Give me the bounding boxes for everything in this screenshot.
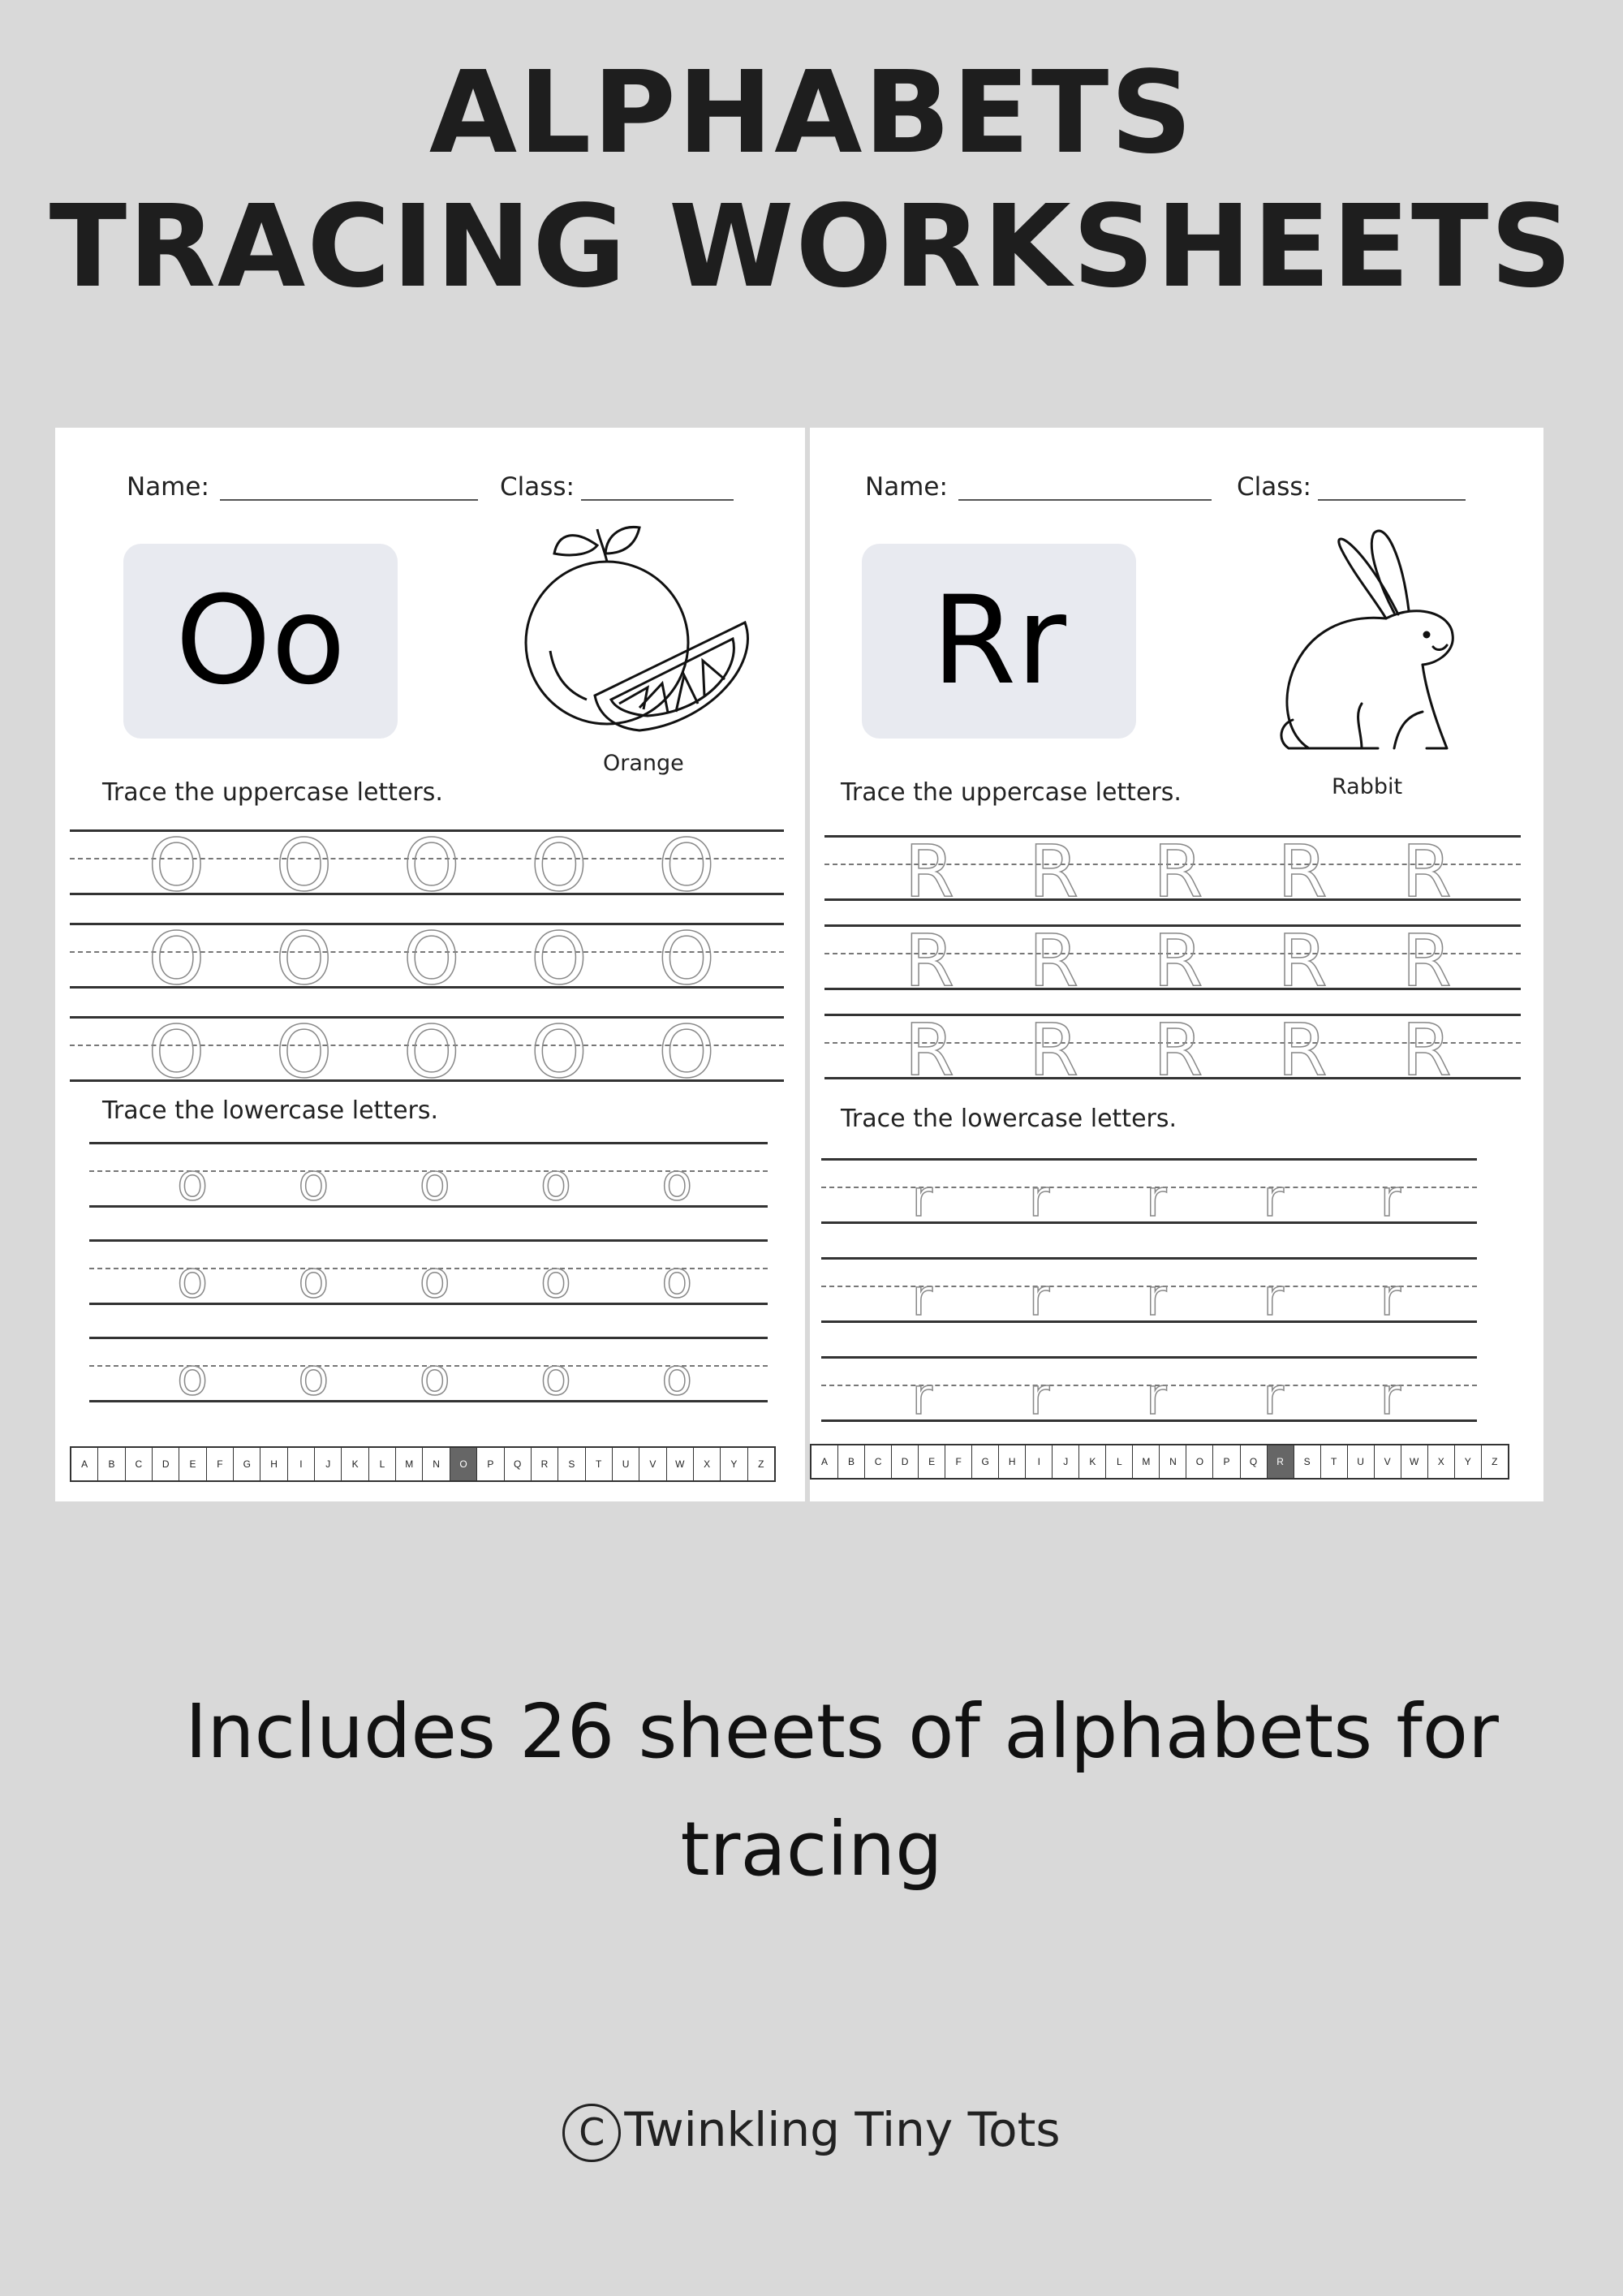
alphabet-cell: W — [1401, 1445, 1428, 1478]
tracing-row — [89, 1337, 768, 1406]
brand-name: Twinkling Tiny Tots — [624, 2102, 1061, 2157]
guide-line — [89, 1239, 768, 1242]
trace-letter: r — [1028, 1267, 1050, 1327]
tracing-row — [824, 918, 1521, 1002]
trace-letter: r — [1028, 1168, 1050, 1228]
trace-letter: O — [275, 916, 333, 1001]
alphabet-cell: Q — [1241, 1445, 1268, 1478]
trace-letter: o — [419, 1249, 450, 1309]
trace-letter: o — [177, 1249, 209, 1309]
alphabet-cell: E — [919, 1445, 945, 1478]
alphabet-cell: L — [1106, 1445, 1133, 1478]
alphabet-cell: P — [477, 1448, 504, 1480]
trace-letter: R — [1277, 829, 1328, 913]
alphabet-cell: B — [98, 1448, 125, 1480]
alphabet-cell: D — [153, 1448, 179, 1480]
trace-letter: R — [1277, 1007, 1328, 1092]
trace-letter: o — [661, 1249, 693, 1309]
big-letter: Rr — [932, 571, 1066, 712]
lowercase-instruction: Trace the lowercase letters. — [102, 1096, 439, 1125]
alphabet-cell: D — [892, 1445, 919, 1478]
guide-line — [821, 1356, 1477, 1359]
alphabet-cell: N — [423, 1448, 450, 1480]
tagline-line-2: tracing — [680, 1806, 943, 1893]
alphabet-cell: J — [315, 1448, 342, 1480]
trace-letter: r — [911, 1366, 933, 1426]
trace-letter: r — [1380, 1366, 1401, 1426]
alphabet-cell: X — [1428, 1445, 1455, 1478]
alphabet-cell: M — [396, 1448, 423, 1480]
trace-letter: R — [1401, 1007, 1452, 1092]
trace-letter: o — [298, 1249, 329, 1309]
class-line — [581, 499, 734, 501]
tracing-row — [824, 1007, 1521, 1092]
guide-line — [821, 1257, 1477, 1260]
trace-letter: r — [1146, 1267, 1167, 1327]
alphabet-strip — [70, 1446, 776, 1482]
trace-letter: r — [1146, 1168, 1167, 1228]
trace-letter: r — [1380, 1267, 1401, 1327]
trace-letter: R — [1028, 1007, 1079, 1092]
trace-letter: R — [1153, 829, 1203, 913]
trace-letter: R — [1153, 1007, 1203, 1092]
trace-letter: O — [148, 823, 205, 907]
alphabet-cell: C — [865, 1445, 892, 1478]
name-label: Name: — [127, 472, 209, 502]
alphabet-cell: S — [558, 1448, 585, 1480]
rabbit-icon — [1264, 517, 1475, 769]
alphabet-cell: B — [838, 1445, 865, 1478]
picture-caption: Rabbit — [1332, 774, 1403, 799]
alphabet-cell: U — [1348, 1445, 1375, 1478]
trace-letter: O — [531, 823, 588, 907]
alphabet-cell: H — [999, 1445, 1026, 1478]
trace-letter: o — [661, 1346, 693, 1406]
alphabet-cell: W — [667, 1448, 694, 1480]
alphabet-cell: Q — [505, 1448, 532, 1480]
alphabet-cell: Z — [758, 1458, 764, 1470]
alphabet-cell: T — [1321, 1445, 1348, 1478]
class-line — [1318, 499, 1466, 501]
trace-letter: r — [911, 1267, 933, 1327]
title-line-2: TRACING WORKSHEETS — [49, 181, 1574, 313]
tracing-row — [821, 1257, 1477, 1327]
letter-card — [862, 544, 1136, 739]
trace-letter: o — [540, 1346, 571, 1406]
trace-letter: R — [1401, 918, 1452, 1002]
trace-letter: R — [1028, 829, 1079, 913]
alphabet-cell: K — [342, 1448, 368, 1480]
trace-letter: r — [1263, 1366, 1284, 1426]
alphabet-cell: F — [207, 1448, 234, 1480]
trace-letter: R — [1028, 918, 1079, 1002]
name-label: Name: — [865, 472, 948, 502]
alphabet-cell: E — [179, 1448, 206, 1480]
alphabet-cell: I — [1026, 1445, 1053, 1478]
trace-letter: o — [419, 1152, 450, 1212]
trace-letter: O — [403, 916, 460, 1001]
trace-letter: o — [540, 1152, 571, 1212]
alphabet-cell: L — [369, 1448, 396, 1480]
trace-letter: R — [904, 829, 954, 913]
trace-letter: O — [275, 1010, 333, 1094]
alphabet-cell: M — [1133, 1445, 1160, 1478]
trace-letter: O — [531, 916, 588, 1001]
alphabet-cell: C — [126, 1448, 153, 1480]
class-label: Class: — [1237, 472, 1312, 502]
picture-caption: Orange — [603, 751, 684, 776]
uppercase-instruction: Trace the uppercase letters. — [841, 778, 1182, 807]
tracing-row — [70, 1010, 784, 1094]
worksheet-o — [55, 428, 805, 1501]
trace-letter: O — [403, 1010, 460, 1094]
trace-letter: o — [298, 1346, 329, 1406]
trace-letter: r — [911, 1168, 933, 1228]
tracing-row — [70, 916, 784, 1001]
trace-letter: O — [148, 916, 205, 1001]
tracing-row — [821, 1158, 1477, 1228]
trace-letter: O — [275, 823, 333, 907]
alphabet-cell: Y — [1455, 1445, 1482, 1478]
trace-letter: r — [1263, 1168, 1284, 1228]
class-label: Class: — [500, 472, 575, 502]
trace-letter: O — [658, 823, 715, 907]
copyright-icon: C — [562, 2104, 621, 2162]
trace-letter: o — [298, 1152, 329, 1212]
tracing-row — [70, 823, 784, 907]
name-line — [220, 499, 478, 501]
trace-letter: o — [177, 1152, 209, 1212]
tracing-row — [89, 1142, 768, 1212]
alphabet-cell: R — [1268, 1445, 1294, 1478]
letter-card — [123, 544, 398, 739]
alphabet-cell: V — [1375, 1445, 1401, 1478]
alphabet-cell: K — [1079, 1445, 1106, 1478]
trace-letter: r — [1263, 1267, 1284, 1327]
guide-line — [89, 1337, 768, 1339]
alphabet-cell: P — [1213, 1445, 1240, 1478]
trace-letter: o — [177, 1346, 209, 1406]
trace-letter: r — [1028, 1366, 1050, 1426]
alphabet-cell: R — [532, 1448, 558, 1480]
alphabet-cell: H — [260, 1448, 287, 1480]
alphabet-cell: A — [71, 1448, 98, 1480]
trace-letter: o — [419, 1346, 450, 1406]
trace-letter: o — [661, 1152, 693, 1212]
alphabet-cell: F — [945, 1445, 972, 1478]
alphabet-cell: G — [234, 1448, 260, 1480]
alphabet-strip — [810, 1444, 1509, 1480]
trace-letter: O — [658, 1010, 715, 1094]
trace-letter: r — [1146, 1366, 1167, 1426]
alphabet-cell: O — [1186, 1445, 1213, 1478]
trace-letter: R — [904, 1007, 954, 1092]
alphabet-cell: U — [613, 1448, 639, 1480]
trace-letter: R — [1277, 918, 1328, 1002]
trace-letter: O — [531, 1010, 588, 1094]
worksheet-r — [810, 428, 1543, 1501]
alphabet-cell: G — [972, 1445, 999, 1478]
alphabet-cell: T — [586, 1448, 613, 1480]
alphabet-cell: I — [288, 1448, 315, 1480]
alphabet-cell: A — [812, 1445, 838, 1478]
big-letter: Oo — [175, 571, 346, 712]
trace-letter: R — [904, 918, 954, 1002]
alphabet-cell: X — [694, 1448, 721, 1480]
alphabet-cell: S — [1294, 1445, 1321, 1478]
name-line — [958, 499, 1212, 501]
alphabet-cell: Z — [1492, 1456, 1498, 1467]
footer — [0, 2102, 1623, 2162]
tracing-row — [89, 1239, 768, 1309]
uppercase-instruction: Trace the uppercase letters. — [102, 778, 443, 807]
tracing-row — [824, 829, 1521, 913]
guide-line — [821, 1158, 1477, 1161]
trace-letter: r — [1380, 1168, 1401, 1228]
alphabet-cell: Y — [721, 1448, 747, 1480]
orange-icon — [518, 521, 761, 740]
alphabet-cell: V — [639, 1448, 666, 1480]
trace-letter: O — [148, 1010, 205, 1094]
tagline-line-1: Includes 26 sheets of alphabets for — [185, 1688, 1499, 1775]
alphabet-cell: J — [1053, 1445, 1079, 1478]
alphabet-cell: O — [450, 1448, 477, 1480]
guide-line — [89, 1142, 768, 1144]
lowercase-instruction: Trace the lowercase letters. — [841, 1105, 1177, 1133]
trace-letter: R — [1401, 829, 1452, 913]
alphabet-cell: N — [1160, 1445, 1186, 1478]
trace-letter: R — [1153, 918, 1203, 1002]
tracing-row — [821, 1356, 1477, 1426]
trace-letter: O — [403, 823, 460, 907]
trace-letter: o — [540, 1249, 571, 1309]
title-line-1: ALPHABETS — [428, 47, 1195, 179]
trace-letter: O — [658, 916, 715, 1001]
